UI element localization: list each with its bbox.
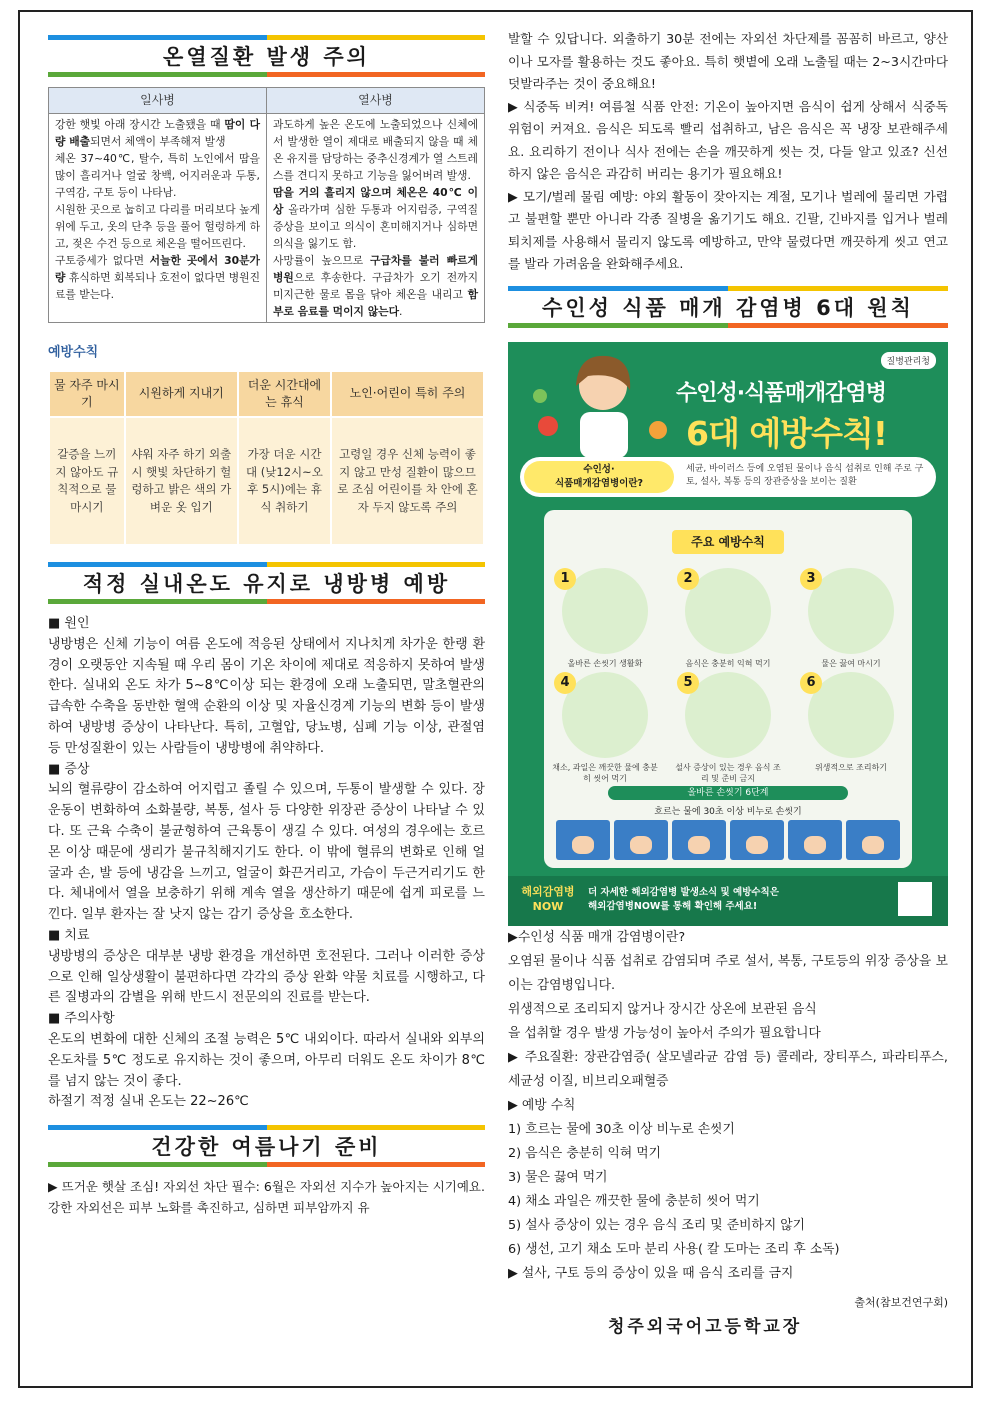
list-item: ▶ 주요질환: 장관감염증( 살모넬라균 감염 등) 콜레라, 장티푸스, 파라티푸스, 세균성 이질, 비브리오패혈증 — [508, 1049, 948, 1089]
subheading: ■ 주의사항 — [48, 1011, 115, 1027]
paragraph: ▶ 모기/벌레 물림 예방: 야외 활동이 잦아지는 계절, 모기나 벌레에 물리면 가렵고 불편할 뿐만 아니라 각종 질병을 옮기기도 해요. 긴팔, 긴바지를 입거나 벌레 퇴치제를 사용해서 물리지 않도록 예방하고, 만약 물렸다면 깨끗하게 씻고 연고를 발라 가려움을 완화해주세요. — [508, 188, 948, 271]
qr-code-icon — [898, 882, 932, 916]
paragraph: 냉방병은 신체 기능이 여름 온도에 적응된 상태에서 지나치게 차가운 한랭 환경이 오랫동안 지속될 때 우리 몸이 기온 차이에 제대로 적응하지 못하여 발생한다. 실내외 온도 차가 5~8℃이상 되는 환경에 오래 노출되면, 말초혈관의 급속한 수축을 동반한 혈액 순환의 이상 및 자율신경계 기능의 변화 등이 발생하여 냉방병 증상이 나타난다. 특히, 고혈압, 당뇨병, 심폐 기능 이상, 관절염 등 만성질환이 있는 사람들이 냉방병에 취약하다. — [48, 636, 485, 756]
table-header-heat-exhaustion: 일사병 — [49, 88, 267, 114]
paragraph: 뇌의 혈류량이 감소하여 어지럽고 졸릴 수 있으며, 두통이 발생할 수 있다. 장운동이 변화하여 소화불량, 복통, 설사 등 다양한 위장관 증상이 나타날 수 있다. 또 근육 수축이 불균형하여 근육통이 생길 수 있다. 여성의 경우에는 호르몬 이상 때문에 생리가 불규칙해지기도 한다. 이 밖에 혈류의 변화로 인해 얼굴과 손, 발 등에 냉감을 느끼고, 얼굴이 화끈거리고, 가슴이 두근거리기도 한다. 체내에서 열을 보충하기 위해 계속 열을 생산하기 때문에 쉽게 피로를 느낀다. 일부 환자는 잘 낫지 않는 감기 증상을 호소한다. — [48, 782, 485, 923]
school-signature: 청주외국어고등학교장 — [608, 1316, 803, 1337]
table-paragraph: 구토증세가 없다면 서늘한 곳에서 30분가량 휴식하면 회복되나 호전이 없다면 병원진료를 받는다. — [55, 254, 260, 301]
prevention-label: 예방수칙 — [48, 345, 99, 360]
paragraph: 하절기 적정 실내 온도는 22~26℃ — [48, 1094, 249, 1110]
step-4: 4 채소, 과일은 깨끗한 물에 충분히 씻어 먹기 — [552, 672, 658, 778]
agency-badge: 질병관리청 — [881, 352, 936, 369]
woman-illustration-icon — [528, 346, 678, 458]
list-item: ▶수인성 식품 매개 감염병이란? — [508, 929, 686, 945]
definition-label: 수인성· 식품매개감염병이란? — [524, 461, 674, 493]
subheading: ■ 증상 — [48, 761, 90, 777]
section-header-waterborne — [508, 286, 948, 328]
paragraph: ▶ 식중독 비켜! 여름철 식품 안전: 기온이 높아지면 음식이 쉽게 상해서 식중독 위험이 커져요. 음식은 되도록 빨리 섭취하고, 남은 음식은 꼭 냉장 보관해주세요. 요리하기 전이나 식사 전에는 손을 깨끗하게 씻는 것, 다들 알고 있죠? 신선하지 않은 음식은 과감히 버리는 용기가 필요해요! — [508, 98, 948, 181]
handwash-step-icon — [672, 820, 726, 860]
summer-continued — [508, 28, 948, 276]
definition-text: 세균, 바이러스 등에 오염된 물이나 음식 섭취로 인해 주로 구토, 설사, 복통 등의 장관증상을 보이는 질환 — [686, 463, 924, 487]
section-title: 적정 실내온도 유지로 냉방병 예방 — [82, 572, 451, 596]
handwash-step-icon — [730, 820, 784, 860]
poster-footer — [508, 876, 948, 926]
list-item: 4) 채소 과일은 깨끗한 물에 충분히 씻어 먹기 — [508, 1193, 760, 1209]
table-paragraph: 과도하게 높은 온도에 노출되었으나 신체에서 발생한 열이 제대로 배출되지 않을 때 체온 유지를 담당하는 중추신경계가 열 스트레스를 견디지 못하고 기능을 잃어버려 발생. — [273, 118, 478, 182]
section-header-heat-illness — [48, 35, 485, 77]
section-title: 온열질환 발생 주의 — [163, 45, 370, 69]
step-1: 1 올바른 손씻기 생활화 — [552, 568, 658, 674]
prevention-header: 시원하게 지내기 — [125, 371, 238, 417]
summer-body: ▶ 뜨거운 햇살 조심! 자외선 차단 필수: 6월은 자외선 지수가 높아지는 시기예요. 강한 자외선은 피부 노화를 촉진하고, 심하면 피부암까지 유 — [48, 1179, 485, 1215]
heat-illness-table — [48, 87, 485, 323]
prevention-cell: 가장 더운 시간대 (낮12시~오후 5시)에는 휴식 취하기 — [238, 417, 331, 545]
foot-logo: 해외감염병 NOW — [521, 884, 575, 913]
paragraph: 발할 수 있답니다. 외출하기 30분 전에는 자외선 차단제를 꼼꼼히 바르고, 양산이나 모자를 활용하는 것도 좋아요. 특히 햇볕에 오래 노출될 때는 2~3시간마다 덧발라주는 것이 중요해요! — [508, 31, 948, 91]
section-header-aircon — [48, 562, 485, 604]
table-paragraph: 땀을 거의 흘리지 않으며 체온은 40℃ 이상 올라가며 심한 두통과 어지럼증, 구역질 증상을 보이고 의식이 혼미해지거나 심하면 의식을 잃기도 함. — [273, 186, 478, 250]
handwash-step-icon — [556, 820, 610, 860]
handwash-steps — [556, 820, 900, 860]
table-paragraph: 사망률이 높으므로 구급차를 불러 빠르게 병원으로 후송한다. 구급차가 오기 전까지 미지근한 물로 몸을 닦아 체온을 내리고 함부로 음료를 먹이지 않는다. — [273, 254, 478, 318]
left-column — [48, 35, 485, 1219]
prevention-cell: 샤워 자주 하기 외출시 햇빛 차단하기 헐렁하고 밝은 색의 가벼운 옷 입기 — [125, 417, 238, 545]
source-note: 출처(참보건연구회) — [854, 1295, 948, 1309]
paragraph: 냉방병의 증상은 대부분 냉방 환경을 개선하면 호전된다. 그러나 이러한 증상으로 인해 일상생활이 불편하다면 각각의 증상 완화 약물 치료를 시행하고, 다른 질병과의 감별을 위해 반드시 전문의의 진료를 받는다. — [48, 948, 485, 1006]
right-column — [508, 28, 948, 1337]
aircon-body — [48, 614, 485, 1113]
table-paragraph: 시원한 곳으로 눕히고 다리를 머리보다 높게 위에 두고, 옷의 단추 등을 풀어 헐렁하게 하고, 젖은 수건 등으로 체온을 떨어뜨린다. — [55, 203, 260, 250]
step-3: 3 물은 끓여 마시기 — [798, 568, 904, 674]
list-item: ▶ 설사, 구토 등의 증상이 있을 때 음식 조리를 금지 — [508, 1265, 794, 1281]
handwash-title: 올바른 손씻기 6단계 — [608, 786, 848, 800]
list-item: 오염된 물이나 식품 섭취로 감염되며 주로 설서, 복통, 구토등의 위장 증상을 보이는 감염병입니다. — [508, 953, 948, 993]
poster-title-1: 수인성·식품매개감염병 — [676, 380, 886, 406]
prevention-cell: 고령일 경우 신체 능력이 좋지 않고 만성 질환이 많으므로 조심 어린이를 차 안에 혼자 두지 않도록 주의 — [331, 417, 484, 545]
subheading: ■ 치료 — [48, 927, 90, 943]
paragraph: 온도의 변화에 대한 신체의 조절 능력은 5℃ 내외이다. 따라서 실내와 외부의 온도차를 5℃ 정도로 유지하는 것이 좋으며, 아무리 더워도 온도 차이가 8℃를 넘지 않는 것이 좋다. — [48, 1031, 485, 1089]
poster-title-2: 6대 예방수칙! — [686, 413, 887, 453]
prevention-board — [544, 510, 912, 868]
handwash-subtitle: 흐르는 물에 30초 이상 비누로 손씻기 — [654, 806, 802, 817]
handwash-step-icon — [788, 820, 842, 860]
step-5: 5 설사 증상이 있는 경우 음식 조리 및 준비 금지 — [675, 672, 781, 778]
section-title: 건강한 여름나기 준비 — [151, 1135, 382, 1160]
main-rules-label: 주요 예방수칙 — [672, 530, 784, 554]
heat-exhaustion-cell — [49, 114, 267, 323]
step-6: 6 위생적으로 조리하기 — [798, 672, 904, 778]
prevention-poster — [508, 342, 948, 926]
handwash-step-icon — [846, 820, 900, 860]
prevention-cell: 갈증을 느끼지 않아도 규칙적으로 물 마시기 — [49, 417, 125, 545]
prevention-table — [48, 370, 485, 546]
table-header-heat-stroke: 열사병 — [267, 88, 485, 114]
list-item: 을 섭취할 경우 발생 가능성이 높아서 주의가 필요합니다 — [508, 1025, 821, 1041]
step-2: 2 음식은 충분히 익혀 먹기 — [675, 568, 781, 674]
foot-message: 더 자세한 해외감염병 발생소식 및 예방수칙은 해외감염병NOW를 통해 확인해 주세요! — [588, 886, 779, 912]
prevention-header: 물 자주 마시기 — [49, 371, 125, 417]
definition-box — [520, 457, 936, 497]
list-item: 1) 흐르는 물에 30초 이상 비누로 손씻기 — [508, 1121, 735, 1137]
table-paragraph: 강한 햇빛 아래 장시간 노출됐을 때 땀이 다량 배출되면서 체액이 부족해져 발생 — [55, 118, 260, 148]
list-item: 2) 음식은 충분히 익혀 먹기 — [508, 1145, 662, 1161]
list-item: 6) 생선, 고기 채소 도마 분리 사용( 칼 도마는 조리 후 소독) — [508, 1241, 840, 1257]
table-paragraph: 체온 37~40℃, 탈수, 특히 노인에서 땀을 많이 흘리거나 얼굴 창백, 어지러운과 두통, 구역감, 구토 등이 나타남. — [55, 152, 260, 199]
section-title: 수인성 식품 매개 감염병 6대 원칙 — [542, 295, 914, 320]
list-item: 위생적으로 조리되지 않거나 장시간 상온에 보관된 음식 — [508, 1001, 817, 1017]
handwash-step-icon — [614, 820, 668, 860]
heat-stroke-cell — [267, 114, 485, 323]
list-item: ▶ 예방 수칙 — [508, 1097, 576, 1113]
prevention-header: 더운 시간대에는 휴식 — [238, 371, 331, 417]
section-header-summer — [48, 1125, 485, 1167]
waterborne-body — [508, 926, 948, 1286]
prevention-header: 노인·어린이 특히 주의 — [331, 371, 484, 417]
subheading: ■ 원인 — [48, 616, 90, 631]
list-item: 5) 설사 증상이 있는 경우 음식 조리 및 준비하지 않기 — [508, 1217, 805, 1233]
list-item: 3) 물은 끓여 먹기 — [508, 1169, 608, 1185]
